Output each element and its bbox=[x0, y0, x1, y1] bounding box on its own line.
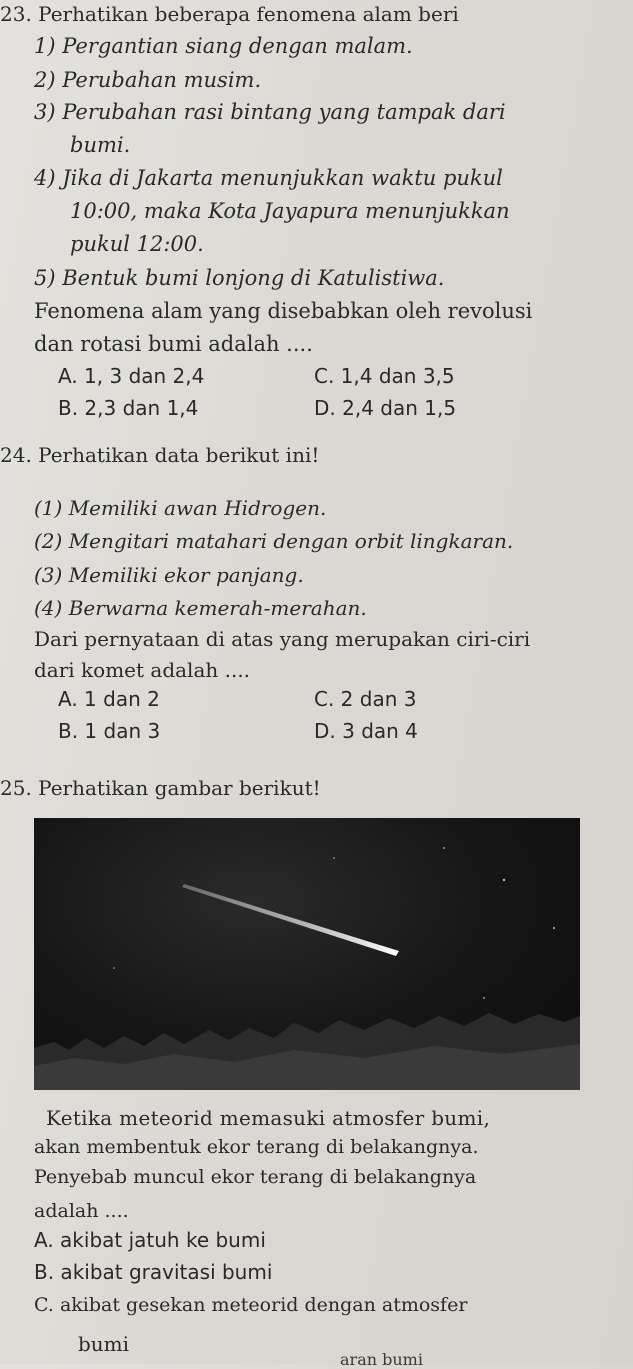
q23-stem-line-2: dan rotasi bumi adalah .... bbox=[34, 332, 313, 356]
q24-item-1: (1) Memiliki awan Hidrogen. bbox=[34, 496, 327, 520]
q25-stem-line-2: akan membentuk ekor terang di belakangnya. bbox=[34, 1136, 479, 1158]
q24-item-2: (2) Mengitari matahari dengan orbit lingkaran. bbox=[34, 529, 514, 553]
q24-option-b: B. 1 dan 3 bbox=[58, 719, 161, 743]
meteor-trail bbox=[182, 884, 399, 956]
question-24-header: 24. Perhatikan data berikut ini! bbox=[0, 443, 320, 467]
q23-item-3: 3) Perubahan rasi bintang yang tampak dari bbox=[34, 100, 506, 124]
q23-option-a: A. 1, 3 dan 2,4 bbox=[58, 364, 205, 388]
meteor-photo bbox=[34, 818, 580, 1090]
q23-item-2: 2) Perubahan musim. bbox=[34, 68, 262, 92]
q24-item-3: (3) Memiliki ekor panjang. bbox=[34, 563, 304, 587]
q24-stem-line-2: dari komet adalah .... bbox=[34, 658, 251, 682]
q25-option-c: C. akibat gesekan meteorid dengan atmosfer bbox=[34, 1294, 468, 1316]
q23-stem-line-1: Fenomena alam yang disebabkan oleh revolusi bbox=[34, 299, 533, 323]
q23-item-4-cont2: pukul 12:00. bbox=[70, 232, 204, 256]
question-23-header: 23. Perhatikan beberapa fenomena alam beri bbox=[0, 2, 459, 26]
q24-option-c: C. 2 dan 3 bbox=[314, 687, 417, 711]
q25-option-b: B. akibat gravitasi bumi bbox=[34, 1260, 273, 1284]
question-25-header: 25. Perhatikan gambar berikut! bbox=[0, 776, 321, 800]
q23-option-d: D. 2,4 dan 1,5 bbox=[314, 396, 457, 420]
q23-option-c: C. 1,4 dan 3,5 bbox=[314, 364, 455, 388]
q25-stem-line-4: adalah .... bbox=[34, 1200, 129, 1222]
q23-option-b: B. 2,3 dan 1,4 bbox=[58, 396, 199, 420]
q24-stem-line-1: Dari pernyataan di atas yang merupakan ciri-ciri bbox=[34, 627, 531, 651]
q24-option-d: D. 3 dan 4 bbox=[314, 719, 418, 743]
q24-option-a: A. 1 dan 2 bbox=[58, 687, 160, 711]
q23-item-5: 5) Bentuk bumi lonjong di Katulistiwa. bbox=[34, 266, 445, 290]
meteor-illustration bbox=[34, 818, 580, 1090]
q25-option-c-cont: bumi bbox=[78, 1332, 130, 1356]
q24-item-4: (4) Berwarna kemerah-merahan. bbox=[34, 596, 367, 620]
q25-stem-line-1: Ketika meteorid memasuki atmosfer bumi, bbox=[46, 1106, 491, 1130]
q23-item-3-cont: bumi. bbox=[70, 133, 131, 157]
q23-item-1: 1) Pergantian siang dengan malam. bbox=[34, 34, 413, 58]
q25-option-a: A. akibat jatuh ke bumi bbox=[34, 1228, 266, 1252]
q25-stem-line-3: Penyebab muncul ekor terang di belakangnya bbox=[34, 1166, 477, 1188]
cutoff-text: aran bumi bbox=[340, 1350, 423, 1369]
q23-item-4-cont: 10:00, maka Kota Jayapura menunjukkan bbox=[70, 199, 510, 223]
q23-item-4: 4) Jika di Jakarta menunjukkan waktu pukul bbox=[34, 166, 503, 190]
